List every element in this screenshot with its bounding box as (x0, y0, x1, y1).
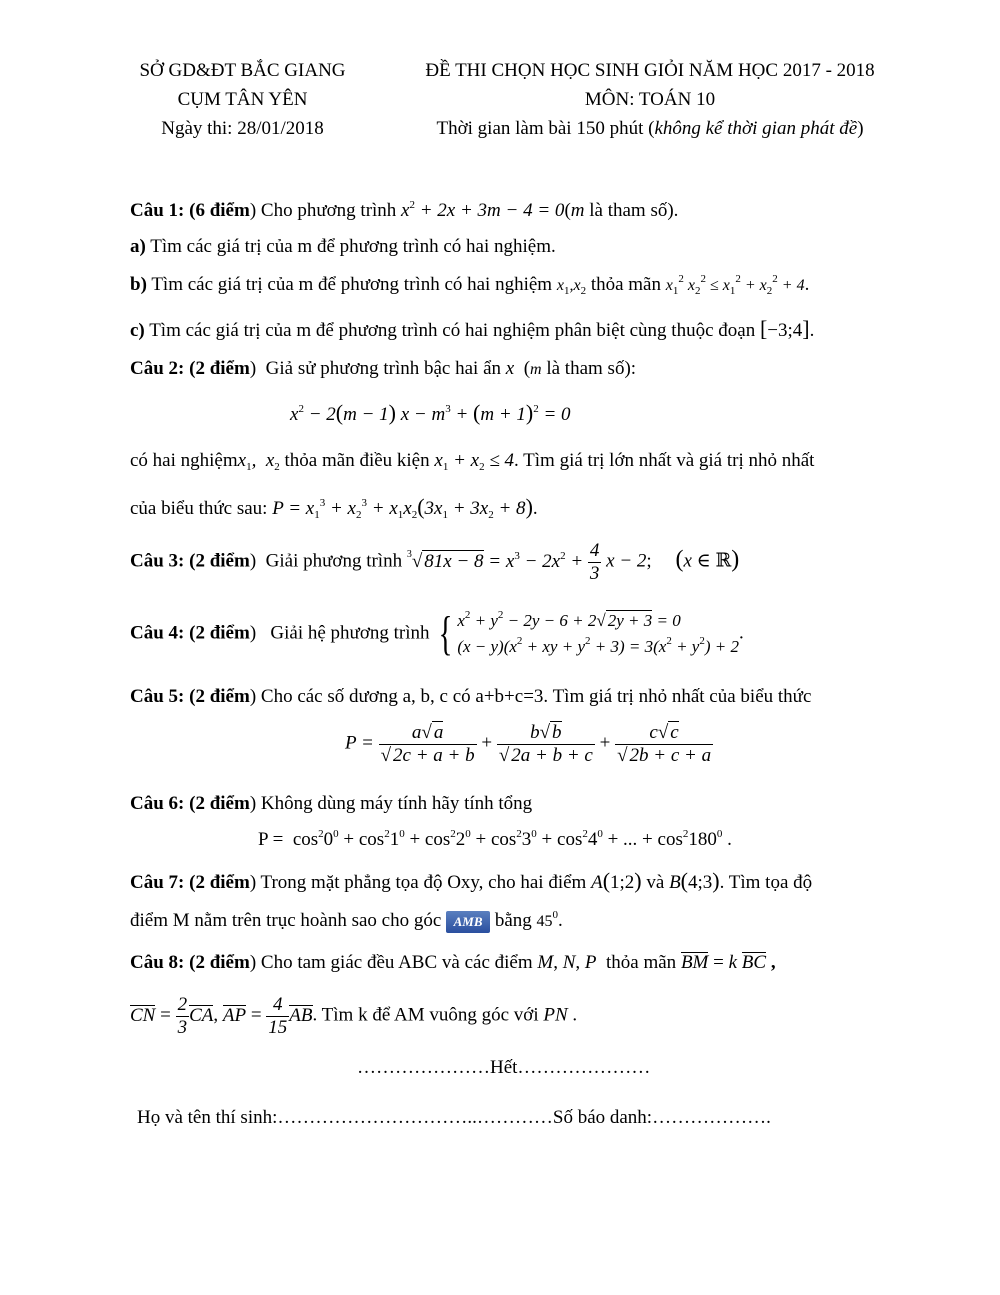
question-2: Câu 2: (2 điểm) Giả sử phương trình bậc hai ẩn x (m là tham số): (130, 358, 637, 379)
end-marker: …………………Hết………………… (357, 1057, 651, 1078)
question-1a: a) Tìm các giá trị của m để phương trình có hai nghiệm. (130, 236, 556, 257)
question-1: Câu 1: (6 điểm) Cho phương trình $x^2 + 2x + 3m - 4 = 0(m$ là tham số). (130, 199, 679, 221)
question-5-expression: P = $\frac{a√ a}{√ 2c + a + b}$ + $\frac{b√ b}{√ 2a + b + c}$ + $\frac{c√ c}{√ 2b + c + a}$ (345, 722, 712, 766)
angle-amb-icon: AMB (446, 911, 490, 933)
question-1b: b) Tìm các giá trị của m để phương trình có hai nghiệm $x_1,x_2$ thỏa mãn $x_1^2$ $x_2^2 \le x_1^2 + x_2^2 + 4$. (130, 273, 810, 297)
cluster-name: CỤM TÂN YÊN (177, 89, 308, 110)
question-6-sum: $P = \cos^20^0 + \cos^21^0 + \cos^22^0 + \cos^23^0 + \cos^24^0$ + ... + $\cos^2180^0$ . (258, 828, 732, 850)
exam-duration: Thời gian làm bài 150 phút (không kể thời gian phát đề) (436, 118, 864, 139)
question-2-equation: $x^2 - 2(m - 1) x - m^3 + (m + 1)^2 = 0$ (290, 400, 571, 425)
question-6: Câu 6: (2 điểm) Không dùng máy tính hãy tính tổng (130, 793, 533, 814)
question-8-line2: CN = $\frac{2}{3}$ CA, AP = $\frac{4}{15}$ AB. Tìm k để AM vuông góc với PN . (130, 994, 578, 1038)
question-7: Câu 7: (2 điểm) Trong mặt phẳng tọa độ Oxy, cho hai điểm A(1;2) và B(4;3). Tìm tọa độ (130, 868, 813, 893)
question-4: Câu 4: (2 điểm) Giải hệ phương trình {$x^2 + y^2 - 2y - 6 + 2√$ 2y + 3 = 0 $(x - y)(x^2$ + xy + $y^2 + 3) = 3(x^2 + y^2) + 2$. (130, 607, 744, 661)
question-5: Câu 5: (2 điểm) Cho các số dương a, b, c có a+b+c=3. Tìm giá trị nhỏ nhất của biểu thức (130, 686, 812, 707)
question-3: Câu 3: (2 điểm) Giải phương trình $^3$√ $81x - 8 = x^3 - 2x^2$ + $\frac{4}{3}$ x − 2; (x ∈ ℝ) (130, 540, 740, 584)
exam-title: ĐỀ THI CHỌN HỌC SINH GIỎI NĂM HỌC 2017 - 2018 (425, 60, 875, 81)
department-name: SỞ GD&ĐT BẮC GIANG (139, 60, 346, 81)
exam-subject: MÔN: TOÁN 10 (584, 89, 716, 110)
candidate-info-line: Họ và tên thí sinh:…………………………..…………Số báo danh:………………. (137, 1107, 771, 1128)
question-1c: c) Tìm các giá trị của m để phương trình có hai nghiệm phân biệt cùng thuộc đoạn [−3;4]. (130, 316, 815, 341)
question-2-expression: của biểu thức sau: $P = x_1^3 + x_2^3 + x_1x_2(3x_1 + 3x_2 + 8)$. (130, 494, 538, 521)
question-2-condition: có hai nghiệmx$_1$, $x_2$ thỏa mãn điều kiện $x_1 + x_2 \le 4$. Tìm giá trị lớn nhất và giá trị nhỏ nhất (130, 450, 815, 473)
question-8: Câu 8: (2 điểm) Cho tam giác đều ABC và các điểm M, N, P thỏa mãn BM = k BC , (130, 952, 776, 973)
question-7-line2: điểm M nằm trên trục hoành sao cho góc AMB bằng $45^0$. (130, 909, 563, 931)
exam-date: Ngày thi: 28/01/2018 (161, 118, 324, 139)
